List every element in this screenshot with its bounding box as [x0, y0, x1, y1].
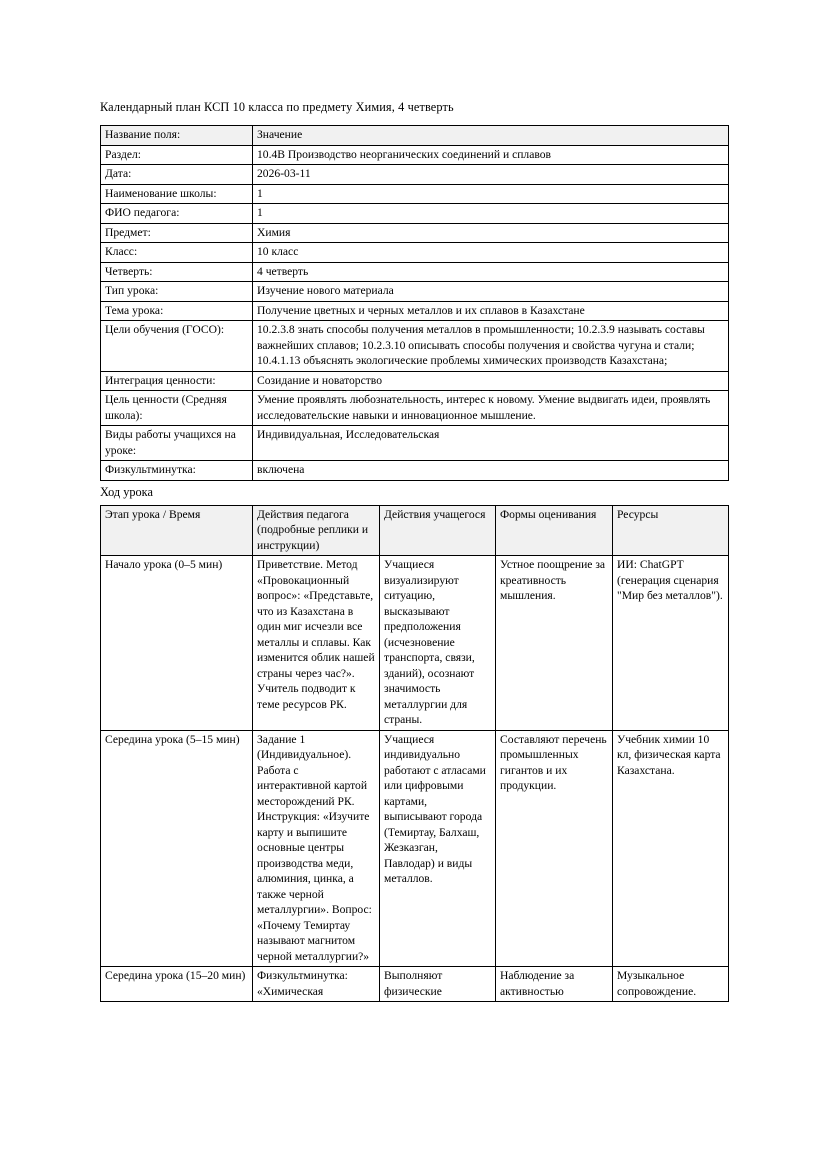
table-header-row: [101, 126, 729, 146]
lesson-flow-table-body: [101, 505, 729, 1002]
table-row: [101, 262, 729, 282]
row-label: Тема урока:: [101, 301, 253, 321]
row-value: Индивидуальная, Исследовательская: [253, 426, 729, 461]
table-row: [101, 301, 729, 321]
column-header-teacher-actions: Действия педагога (подробные реплики и инструкции): [253, 505, 380, 556]
table-row: [101, 243, 729, 263]
cell-stage: Середина урока (15–20 мин): [101, 967, 253, 1002]
table-row: [101, 223, 729, 243]
table-row: [101, 556, 729, 731]
page-content: [100, 99, 728, 1002]
table-row: [101, 184, 729, 204]
row-value: Химия: [253, 223, 729, 243]
row-label: Цель ценности (Средняя школа):: [101, 391, 253, 426]
table-row: [101, 321, 729, 372]
row-label: Цели обучения (ГОСО):: [101, 321, 253, 372]
table-header-row: [101, 505, 729, 556]
row-value: 10.4В Производство неорганических соединений и сплавов: [253, 145, 729, 165]
row-label: Четверть:: [101, 262, 253, 282]
cell-assessment: Наблюдение за активностью: [496, 967, 613, 1002]
cell-resources: Музыкальное сопровождение.: [613, 967, 729, 1002]
row-value: 10 класс: [253, 243, 729, 263]
cell-assessment: Устное поощрение за креативность мышления.: [496, 556, 613, 731]
row-value: 2026-03-11: [253, 165, 729, 185]
table-row: [101, 371, 729, 391]
row-value: Созидание и новаторство: [253, 371, 729, 391]
cell-student-actions: Учащиеся визуализируют ситуацию, высказывают предположения (исчезновение транспорта, связи, зданий), осознают значимость металлургии для страны.: [380, 556, 496, 731]
lesson-info-table-body: [101, 126, 729, 481]
column-header-resources: Ресурсы: [613, 505, 729, 556]
row-value: Изучение нового материала: [253, 282, 729, 302]
row-label: Дата:: [101, 165, 253, 185]
row-label: Наименование школы:: [101, 184, 253, 204]
table-row: [101, 165, 729, 185]
row-label: Физкультминутка:: [101, 461, 253, 481]
cell-resources: ИИ: ChatGPT (генерация сценария "Мир без металлов").: [613, 556, 729, 731]
row-label: Предмет:: [101, 223, 253, 243]
row-label: ФИО педагога:: [101, 204, 253, 224]
cell-student-actions: Учащиеся индивидуально работают с атласами или цифровыми картами, выписывают города (Темиртау, Балхаш, Жезказган, Павлодар) и виды металлов.: [380, 730, 496, 967]
table-row: [101, 391, 729, 426]
column-header-stage: Этап урока / Время: [101, 505, 253, 556]
row-value: Получение цветных и черных металлов и их сплавов в Казахстане: [253, 301, 729, 321]
cell-teacher-actions: Задание 1 (Индивидуальное). Работа с интерактивной картой месторождений РК. Инструкция: «Изучите карту и выпишите основные центры производства меди, алюминия, цинка, а также черной металлургии». Вопрос: «Почему Темиртау называют магнитом черной металлургии?»: [253, 730, 380, 967]
column-header-assessment: Формы оценивания: [496, 505, 613, 556]
column-header-value: Значение: [253, 126, 729, 146]
table-row: [101, 282, 729, 302]
row-value: 10.2.3.8 знать способы получения металлов в промышленности; 10.2.3.9 называть составы важнейших сплавов; 10.2.3.10 описывать способы получения и свойства чугуна и стали; 10.4.1.13 объяснять экологические проблемы химических производств Казахстана;: [253, 321, 729, 372]
column-header-student-actions: Действия учащегося: [380, 505, 496, 556]
cell-teacher-actions: Физкультминутка: «Химическая: [253, 967, 380, 1002]
row-label: Раздел:: [101, 145, 253, 165]
lesson-info-table: [100, 125, 729, 481]
row-label: Класс:: [101, 243, 253, 263]
column-header-field: Название поля:: [101, 126, 253, 146]
table-row: [101, 461, 729, 481]
table-row: [101, 730, 729, 967]
row-value: 1: [253, 204, 729, 224]
table-row: [101, 967, 729, 1002]
page-title: Календарный план КСП 10 класса по предмету Химия, 4 четверть: [100, 100, 454, 114]
table-row: [101, 145, 729, 165]
cell-resources: Учебник химии 10 кл, физическая карта Казахстана.: [613, 730, 729, 967]
cell-stage: Начало урока (0–5 мин): [101, 556, 253, 731]
row-label: Интеграция ценности:: [101, 371, 253, 391]
row-value: 4 четверть: [253, 262, 729, 282]
lesson-flow-table: [100, 505, 729, 1003]
cell-student-actions: Выполняют физические: [380, 967, 496, 1002]
row-label: Виды работы учащихся на уроке:: [101, 426, 253, 461]
table-row: [101, 204, 729, 224]
cell-stage: Середина урока (5–15 мин): [101, 730, 253, 967]
table-row: [101, 426, 729, 461]
row-value: включена: [253, 461, 729, 481]
lesson-flow-label: Ход урока: [100, 484, 153, 499]
row-value: 1: [253, 184, 729, 204]
row-value: Умение проявлять любознательность, интерес к новому. Умение выдвигать идеи, проявлять исследовательские навыки и инновационное мышление.: [253, 391, 729, 426]
cell-assessment: Составляют перечень промышленных гигантов и их продукции.: [496, 730, 613, 967]
cell-teacher-actions: Приветствие. Метод «Провокационный вопрос»: «Представьте, что из Казахстана в один миг исчезли все металлы и сплавы. Как изменится облик нашей страны через час?». Учитель подводит к теме ресурсов РК.: [253, 556, 380, 731]
row-label: Тип урока:: [101, 282, 253, 302]
